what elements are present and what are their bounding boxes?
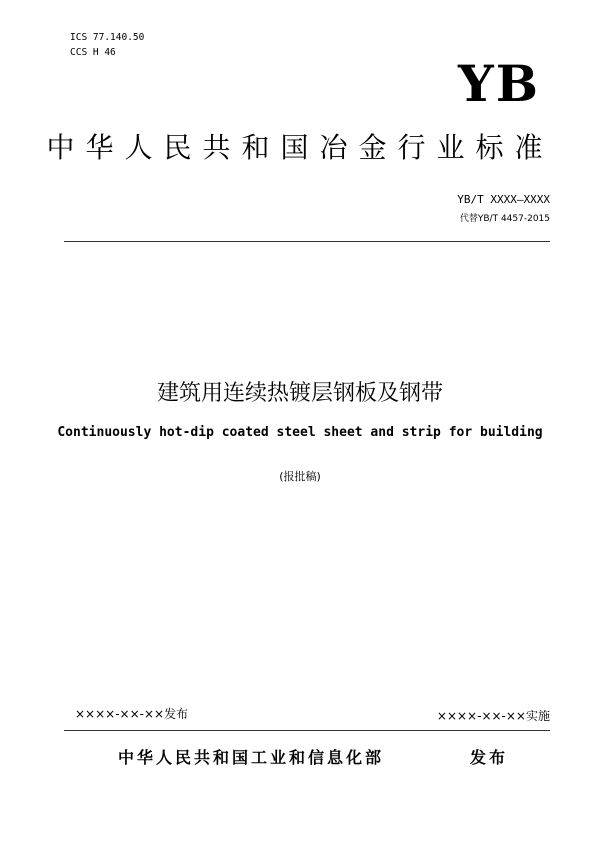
bottom-divider bbox=[64, 730, 550, 731]
classification-block bbox=[70, 30, 144, 60]
organization-title: 中华人民共和国冶金行业标准 bbox=[46, 131, 554, 164]
document-title-cn: 建筑用连续热镀层钢板及钢带 bbox=[156, 381, 443, 406]
ccs-code: CCS H 46 bbox=[70, 47, 116, 58]
document-title-en: Continuously hot-dip coated steel sheet and strip for building bbox=[57, 425, 543, 440]
replaces-standard: 代替YB/T 4457-2015 bbox=[459, 214, 550, 224]
standard-number: YB/T XXXX—XXXX bbox=[457, 193, 550, 206]
yb-logo: YB bbox=[458, 54, 540, 113]
ics-code: ICS 77.140.50 bbox=[70, 32, 145, 43]
issue-word: 发布 bbox=[470, 748, 509, 767]
issuer: 中华人民共和国工业和信息化部 bbox=[118, 748, 385, 767]
top-divider bbox=[64, 241, 550, 242]
draft-status: (报批稿) bbox=[279, 470, 321, 483]
publish-date: ××××-××-××发布 bbox=[75, 707, 189, 721]
implement-date: ××××-××-××实施 bbox=[436, 709, 550, 723]
